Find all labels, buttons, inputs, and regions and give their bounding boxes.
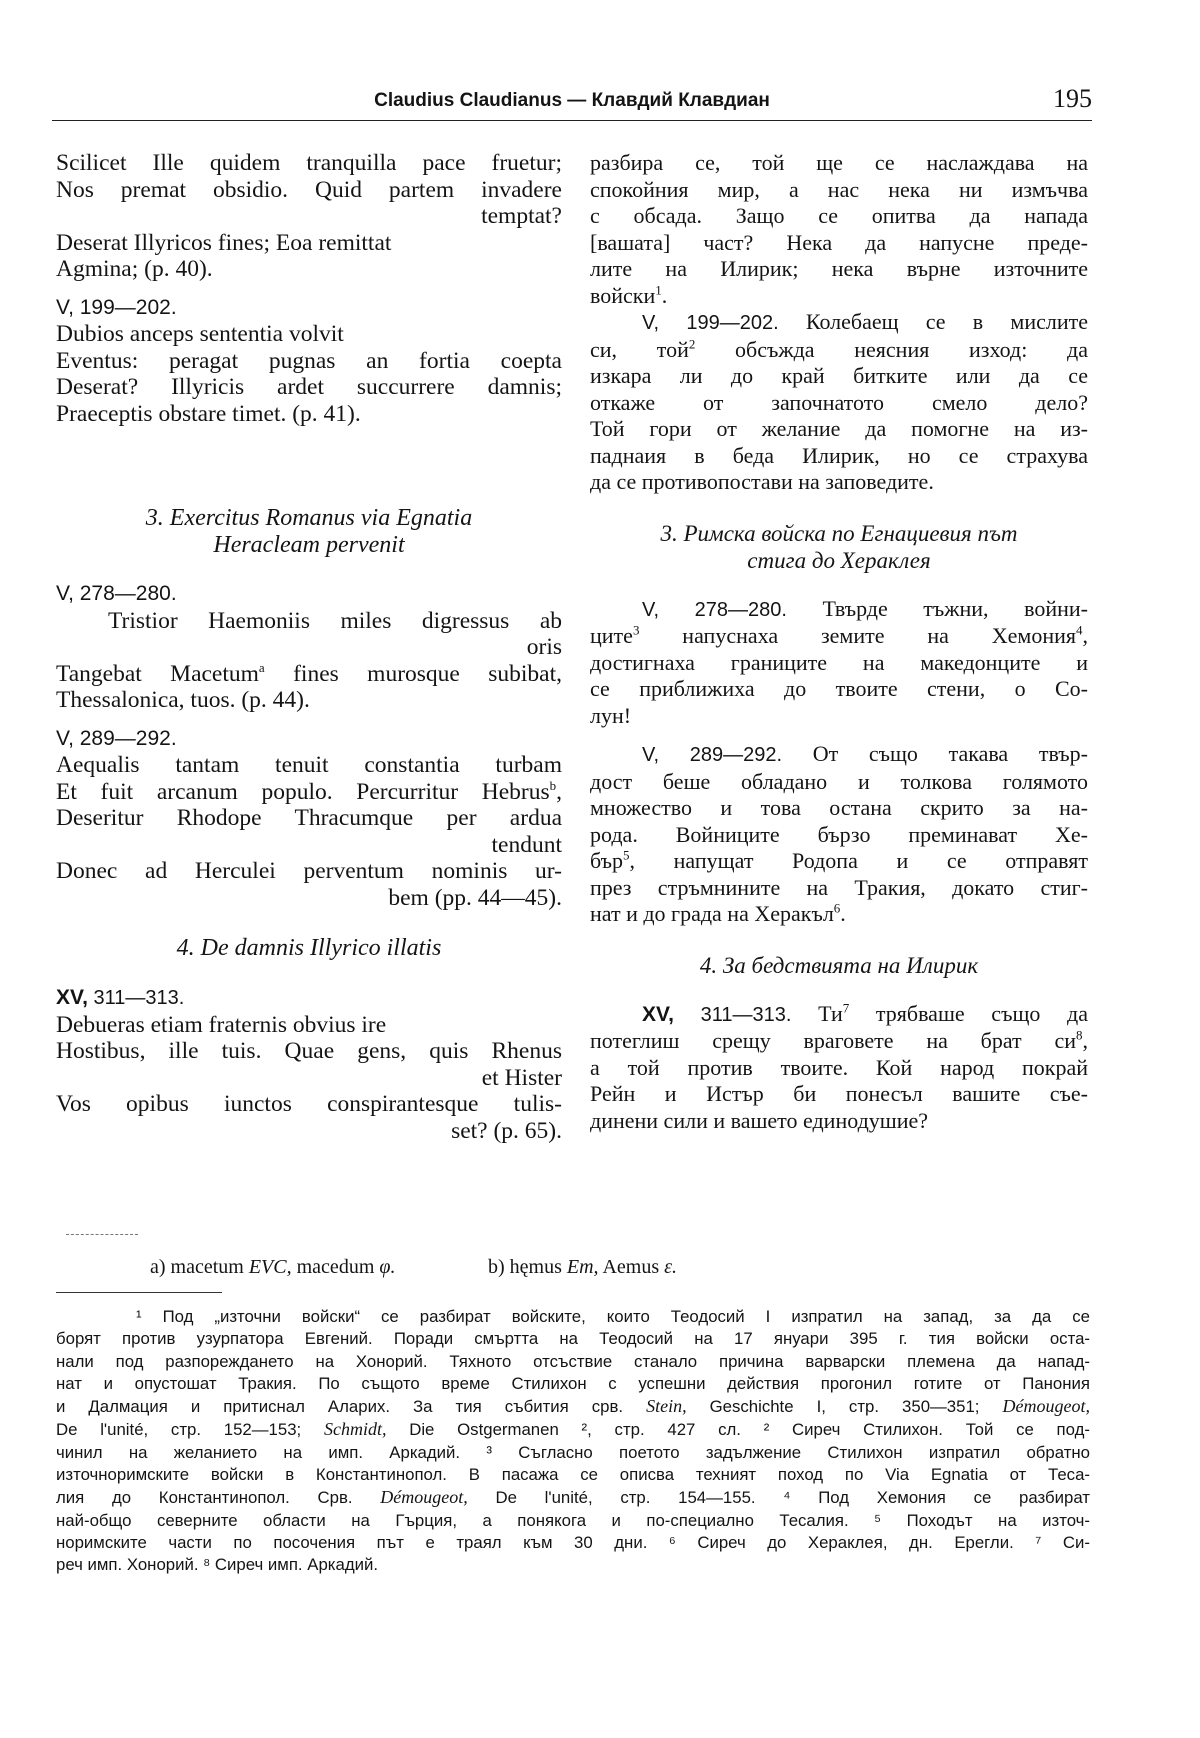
verse-line: Tangebat Macetum$^a$ fines murosque subibat, xyxy=(56,659,562,687)
verse-line: Debueras etiam fraternis obvius ire xyxy=(56,1011,387,1038)
verse-reference: V, 278—280. xyxy=(56,582,177,605)
footnote-line: реч имп. Хонорий. ⁸ Сиреч имп. Аркадий. xyxy=(56,1555,379,1575)
text-line: да се противопостави на заповедите. xyxy=(590,469,934,494)
section-heading-3-translation: 3. Римска войска по Егнациевия път стига до Хераклея xyxy=(660,520,1018,573)
text-line: нат и до града на Херакъл$^6$. xyxy=(590,900,846,926)
text-line: рода. Войниците бързо преминават Хе- xyxy=(590,821,1088,847)
apparatus-note-b: b) hęmus Em, Aemus ε. xyxy=(488,1256,678,1278)
text-line: V, 289—292. От също такава твър- xyxy=(642,741,1088,766)
text-line: войски$^1$. xyxy=(590,282,668,308)
text-line: ците$^3$ напуснаха земите на Хемония$^4$, xyxy=(590,622,1088,648)
verse-line: Vos opibus iunctos conspirantesque tulis- xyxy=(56,1091,562,1117)
footnote-line: ¹ Под „източни войски“ се разбират войските, които Теодосий I изпратил на запад, за да се xyxy=(136,1307,1090,1326)
text-line: [вашата] част? Нека да напусне преде- xyxy=(590,229,1088,255)
verse-line: tendunt xyxy=(491,831,562,858)
footnote-line: борят против узурпатора Евгений. Поради смъртта на Теодосий на 17 януари 395 г. тия войски оста- xyxy=(56,1329,1090,1349)
text-line: си, той$^2$ обсъжда неясния изход: да xyxy=(590,336,1088,362)
text-line: V, 199—202. Колебаещ се в мислите xyxy=(642,309,1088,334)
footnote-line: най-общо северните области на Гърция, а понякога и по-специално Тесалия. ⁵ Походът на източ- xyxy=(56,1510,1090,1530)
verse-line: Deserat Illyricos fines; Eoa remittat xyxy=(56,229,392,256)
running-title: Claudius Claudianus — Клавдий Клавдиан xyxy=(374,90,770,111)
footnote-line: De l'unité, стр. 152—153; Schmidt, Die Ostgermanen ², стр. 427 сл. ² Сиреч Стилихон. Той се под- xyxy=(56,1419,1090,1440)
translation-passage-3 xyxy=(590,596,1088,730)
text-line: дост беше обладано и толкова голямото xyxy=(590,768,1088,794)
latin-passage-2 xyxy=(56,295,562,428)
verse-reference: XV, 311—313. xyxy=(56,986,185,1009)
verse-line: Nos premat obsidio. Quid partem invadere xyxy=(56,176,562,203)
text-line: потеглиш срещу враговете на брат $си^8$, xyxy=(590,1027,1088,1053)
translation-passage-2 xyxy=(590,309,1088,496)
text-line: разбира се, той ще се наслаждава на xyxy=(590,150,1088,175)
section-heading-3: 3. Exercitus Romanus via Egnatia Heracleam pervenit xyxy=(145,505,473,558)
page-number: 195 xyxy=(1053,84,1092,113)
verse-line: Thessalonica, tuos. (p. 44). xyxy=(56,687,310,713)
text-line: Рейн и Истър би понесъл вашите съе- xyxy=(590,1081,1088,1106)
verse-reference: XV, xyxy=(642,1002,674,1026)
verse-line: Deserat? Illyricis ardet succurrere damnis; xyxy=(56,374,562,400)
translation-column xyxy=(590,150,1088,1134)
footnote-line: лия до Константинопол. Срв. Démougeot, De l'unité, стр. 154—155. ⁴ Под Хемония се разбират xyxy=(56,1487,1090,1508)
verse-line: Et fuit arcanum populo. Percurritur Hebrus$^b$, xyxy=(56,777,562,805)
verse-line: Agmina; (p. 40). xyxy=(56,256,213,282)
verse-reference: V, 278—280. xyxy=(642,598,787,621)
verse-line: set? (p. 65). xyxy=(451,1117,562,1144)
verse-reference: V, 199—202. xyxy=(56,295,177,319)
text-line: а той против твоите. Кой народ покрай xyxy=(590,1054,1088,1080)
latin-passage-5 xyxy=(56,984,562,1144)
apparatus-note-a: a) macetum EVC, macedum φ. xyxy=(150,1256,396,1278)
footnote-rule xyxy=(56,1292,222,1293)
verse-line: Donec ad Herculei perventum nominis ur- xyxy=(56,858,562,884)
verse-line: Aequalis tantam tenuit constantia turbam xyxy=(56,752,562,778)
translation-passage-5 xyxy=(590,1001,1088,1135)
verse-line: oris xyxy=(526,634,562,660)
text-line: паднаия в беда Илирик, но се страхува xyxy=(590,442,1088,468)
text-line: изкара ли до край битките или да се xyxy=(590,363,1088,388)
latin-column xyxy=(56,150,562,1144)
latin-passage-3 xyxy=(56,581,562,714)
verse-line: Dubios anceps sententia volvit xyxy=(56,321,344,347)
verse-line: bem (pp. 44—45). xyxy=(388,884,562,911)
text-line: лите на Илирик; нека върне източните xyxy=(590,256,1088,281)
verse-reference: V, 199—202. xyxy=(642,312,779,334)
verse-line: Hostibus, ille tuis. Quae gens, quis Rhenus xyxy=(56,1038,562,1064)
text-line: множество и това остана скрито за на- xyxy=(590,795,1088,820)
translation-passage-1 xyxy=(590,150,1088,309)
verse-line: Eventus: peragat pugnas an fortia coepta xyxy=(56,347,562,374)
verse-line: Scilicet Ille quidem tranquilla pace fruetur; xyxy=(56,150,562,176)
text-line: спокойния мир, а нас нека ни измъчва xyxy=(590,176,1088,202)
text-line: бър$^5$, напущат Родопа и се отправят xyxy=(590,847,1088,873)
footnote-line: и Далмация и притиснал Аларих. За тия събития срв. Stein, Geschichte I, стр. 350—351; Démougeot, xyxy=(56,1396,1090,1417)
verse-reference: V, 289—292. xyxy=(56,726,177,750)
footnotes xyxy=(56,1306,1090,1577)
footnote-line: чинил на желанието на имп. Аркадий. ³ Съгласно поетото задължение Стилихон изпратил обратно xyxy=(56,1442,1090,1462)
apparatus-rule xyxy=(66,1234,138,1235)
verse-reference: V, 289—292. xyxy=(642,744,783,766)
footnote-line: нат и опустошат Тракия. По същото време Стилихон с успешни действия прогонил готите от Панония xyxy=(56,1373,1090,1393)
section-heading-4: 4. De damnis Illyrico illatis xyxy=(176,935,442,961)
header-rule xyxy=(52,120,1092,121)
text-line: с обсада. Защо се опитва да напада xyxy=(590,203,1088,228)
text-line: се приближиха до твоите стени, о Со- xyxy=(590,676,1088,701)
translation-passage-4 xyxy=(590,741,1088,928)
verse-line: Praeceptis obstare timet. (p. 41). xyxy=(56,400,361,427)
text-line: лун! xyxy=(590,702,632,728)
text-line: достигнаха границите на македонците и xyxy=(590,649,1088,675)
text-line: откаже от започнатото смело дело? xyxy=(590,389,1088,415)
text-line: Той гори от желание да помогне на из- xyxy=(590,416,1088,441)
text-line: V, 278—280. Твърде тъжни, войни- xyxy=(642,595,1088,621)
footnote-line: нали под разпореждането на Хонорий. Тяхното отсъствие станало причина варварски племена да напад- xyxy=(56,1351,1090,1371)
footnote-line: норимските части по посочения път е траял към 30 дни. ⁶ Сиреч до Хераклея, дн. Ерегли. ⁷ Си- xyxy=(56,1532,1090,1552)
verse-line: temptat? xyxy=(481,203,562,229)
section-heading-4-translation: 4. За бедствията на Илирик xyxy=(699,952,979,978)
text-line: през стръмнините на Тракия, докато стиг- xyxy=(590,874,1088,900)
text-line: XV, 311—313. $Ти^7$ трябваше също да xyxy=(642,1000,1088,1026)
latin-passage-1 xyxy=(56,150,562,283)
verse-line: Tristior Haemoniis miles digressus ab xyxy=(108,607,562,634)
verse-line: et Hister xyxy=(481,1064,562,1091)
footnote-line: източноримските войски в Константинопол. В пасажа се описва техният поход по Via Egnatia от Теса- xyxy=(56,1465,1090,1485)
page-header xyxy=(52,84,1092,122)
text-line: динени сили и вашето единодушие? xyxy=(590,1107,929,1133)
latin-passage-4 xyxy=(56,726,562,912)
verse-line: Deseritur Rhodope Thracumque per ardua xyxy=(56,805,562,831)
